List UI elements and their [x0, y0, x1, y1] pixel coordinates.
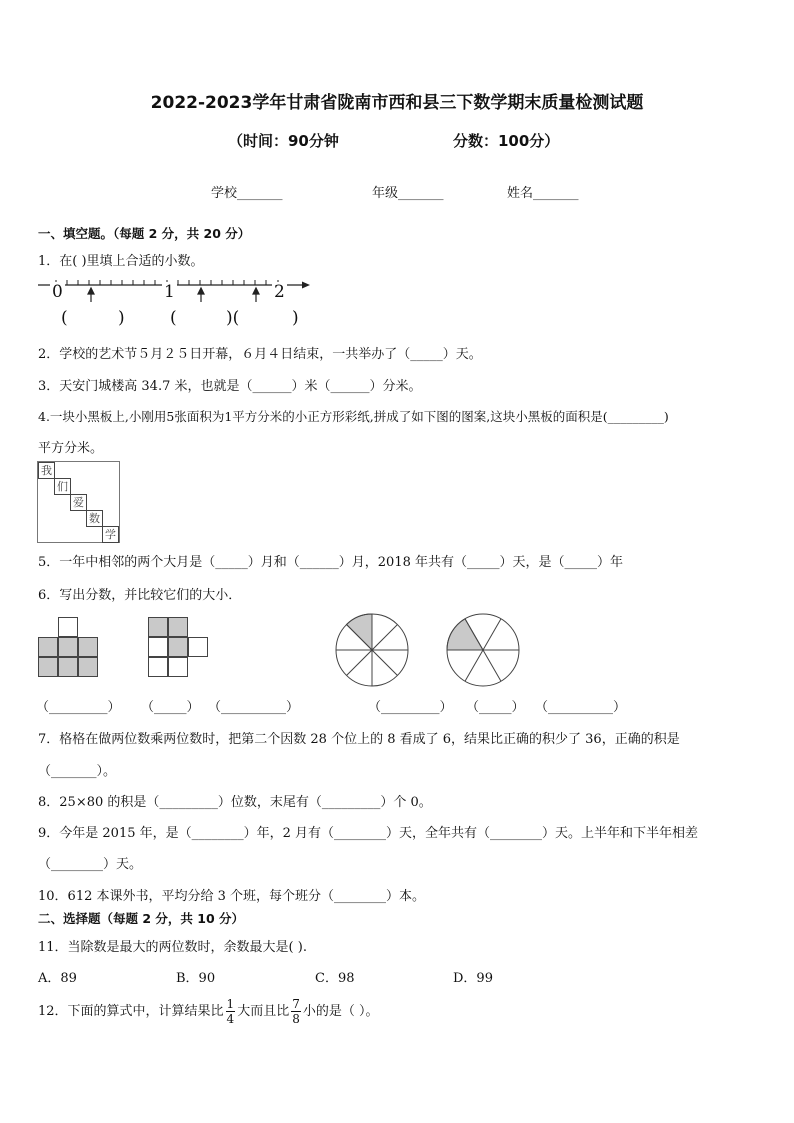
pie-figure-1	[335, 613, 409, 687]
question-7: 7．格格在做两位数乘两位数时，把第二个因数 28 个位上的 8 看成了 6，结果比正确的积少了 36，正确的积是	[38, 732, 680, 747]
fraction-one-quarter: $\frac{1}{4}$	[226, 997, 235, 1026]
q6-blank-2: （_____）	[141, 700, 200, 715]
q12-text-pre: 12．下面的算式中，计算结果比	[38, 1004, 224, 1019]
question-7-cont: （_______）。	[38, 764, 117, 779]
name-field: 姓名_______	[507, 186, 579, 201]
grade-field: 年级_______	[372, 186, 444, 201]
arrow-2	[198, 288, 204, 294]
q12-text-mid: 大而且比	[237, 1004, 290, 1019]
nl-paren: (	[61, 308, 68, 328]
q6-blank-1: （_________）	[36, 700, 121, 715]
question-11: 11．当除数是最大的两位数时，余数最大是( ).	[38, 940, 307, 955]
question-9: 9．今年是 2015 年，是（________）年，2 月有（________）天，全年共有（________）天。上半年和下半年相差	[38, 826, 699, 841]
nl-paren: )	[118, 308, 125, 328]
section-heading-fill: 一、填空题。（每题 2 分，共 20 分）	[38, 226, 251, 241]
pie1-shaded-sector	[347, 614, 373, 650]
question-4-cont: 平方分米。	[38, 441, 104, 456]
question-4: 4.一块小黑板上,小刚用5张面积为1平方分米的小正方形彩纸,拼成了如下图的图案,这块小黑板的面积是(_________)	[38, 409, 669, 424]
nl-label-0: 0	[52, 282, 63, 302]
q6-blank-5: （_____）	[466, 700, 525, 715]
time-label: （时间：90分钟	[228, 132, 339, 150]
option-d: D．99	[453, 971, 493, 986]
nl-paren: (	[170, 308, 177, 328]
question-5: 5．一年中相邻的两个大月是（_____）月和（______）月，2018 年共有（_____）天，是（_____）年	[38, 555, 623, 570]
q6-blank-4: （_________）	[368, 700, 453, 715]
q6-blank-6: （__________）	[535, 700, 627, 715]
question-6: 6．写出分数，并比较它们的大小．	[38, 588, 242, 603]
pie2-shaded-sector	[447, 619, 483, 650]
grid-figure-1	[38, 617, 100, 679]
tile-men: 们	[54, 478, 71, 495]
question-12	[38, 995, 378, 1029]
question-1: 1．在( )里填上合适的小数。	[38, 254, 204, 269]
question-3: 3．天安门城楼高 34.7 米，也就是（______）米（______）分米。	[38, 379, 422, 394]
score-label: 分数：100分）	[453, 132, 560, 150]
school-field: 学校_______	[211, 186, 283, 201]
q4-figure	[37, 461, 120, 543]
section-heading-choice: 二、选择题（每题 2 分，共 10 分）	[38, 911, 245, 926]
tile-ai: 爱	[70, 494, 87, 511]
option-b: B．90	[176, 971, 216, 986]
tile-xue: 学	[102, 526, 119, 543]
arrow-1	[88, 288, 94, 294]
question-2: 2．学校的艺术节５月２５日开幕，６月４日结束，一共举办了（_____）天。	[38, 347, 482, 362]
nl-label-1: 1	[164, 282, 175, 302]
fraction-seven-eighths: $\frac{7}{8}$	[292, 997, 300, 1026]
q12-text-post: 小的是（ ）。	[302, 1004, 379, 1019]
tile-shu: 数	[86, 510, 103, 527]
pie-figure-2	[445, 613, 521, 687]
nl-paren: )(	[226, 308, 240, 328]
arrow-3	[253, 288, 259, 294]
tile-wo: 我	[38, 462, 55, 479]
q6-blank-3: （__________）	[208, 700, 300, 715]
nl-paren: )	[292, 308, 299, 328]
option-c: C．98	[315, 971, 355, 986]
page-title: 2022-2023学年甘肃省陇南市西和县三下数学期末质量检测试题	[150, 93, 644, 113]
question-10: 10．612 本课外书，平均分给 3 个班，每个班分（________）本。	[38, 889, 426, 904]
grid-figure-2	[148, 617, 210, 679]
nl-label-2: 2	[274, 282, 285, 302]
question-8: 8．25×80 的积是（_________）位数，末尾有（_________）个 0。	[38, 795, 432, 810]
option-a: A．89	[38, 971, 77, 986]
question-9-cont: （________）天。	[38, 857, 143, 872]
